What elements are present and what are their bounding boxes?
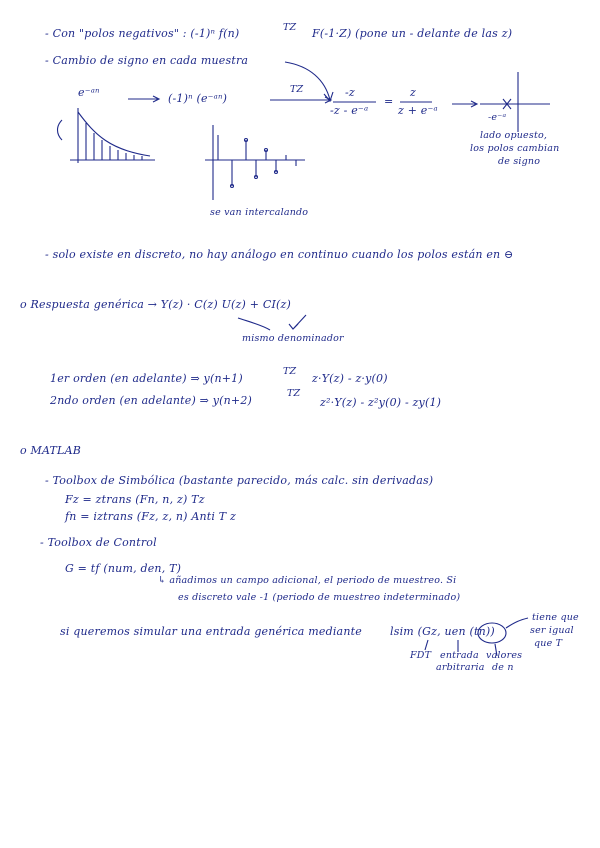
tf-note-1: ↳ añadimos un campo adicional, el periodo de muestreo. Si <box>158 575 457 586</box>
intercalando: se van intercalando <box>210 207 309 218</box>
note-tiene-3: que T <box>534 638 563 649</box>
eq-sign: = <box>384 95 394 108</box>
frac2-num: z <box>410 86 416 99</box>
simular-line: si queremos simular una entrada genérica mediante <box>60 625 362 638</box>
tf-note-2: es discreto vale -1 (periodo de muestreo indeterminado) <box>178 592 461 603</box>
toolbox-control: - Toolbox de Control <box>40 536 157 549</box>
frac1-den: -z - e⁻ᵃ <box>330 104 369 117</box>
tf-line: G = tf (num, den, T) <box>65 562 182 575</box>
tz-label-2: TZ <box>290 84 304 95</box>
line-polos-negativos: - Con "polos negativos" : (-1)ⁿ f(n) <box>45 27 240 40</box>
orden1-a: 1er orden (en adelante) ⇒ y(n+1) <box>50 372 243 385</box>
toolbox-simbolica: - Toolbox de Simbólica (bastante parecido, más calc. sin derivadas) <box>45 474 434 487</box>
expr-exp: e⁻ᵃⁿ <box>78 86 100 99</box>
note-tiene-1: tiene que <box>532 612 579 623</box>
exp-curve <box>78 112 150 156</box>
orden2-b: z²·Y(z) - z²y(0) - zy(1) <box>320 396 442 409</box>
orden1-tz: TZ <box>283 366 297 377</box>
matlab-heading: o MATLAB <box>20 444 81 457</box>
line-cambio-signo: - Cambio de signo en cada muestra <box>45 54 249 67</box>
ztrans-line: Fz = ztrans (Fn, n, z) Tz <box>65 493 205 506</box>
line-respuesta: o Respuesta genérica → Y(z) · C(z) U(z) + CI(z) <box>20 298 291 311</box>
line-polos-negativos-b: F(-1·Z) (pone un - delante de las z) <box>312 27 513 40</box>
orden1-b: z·Y(z) - z·y(0) <box>312 372 388 385</box>
tz-label-1: TZ <box>283 22 297 33</box>
expr-alt: (-1)ⁿ (e⁻ᵃⁿ) <box>168 92 228 105</box>
line-discreto: - solo existe en discreto, no hay análogo en continuo cuando los polos están en ⊖ <box>45 248 514 261</box>
label-valores: valores <box>486 650 523 661</box>
bracket <box>58 120 63 140</box>
frac1-num: -z <box>345 86 355 99</box>
label-de-n: de n <box>492 662 514 673</box>
note-right-2: los polos cambian <box>470 143 560 154</box>
label-fdt: FDT <box>410 650 432 661</box>
mismo-denominador: mismo denominador <box>242 333 344 344</box>
label-entrada: entrada <box>440 650 479 661</box>
lsim-call: lsim (Gz, uen (tn)) <box>390 625 495 638</box>
orden2-tz: TZ <box>287 388 301 399</box>
orden2-a: 2ndo orden (en adelante) ⇒ y(n+2) <box>50 394 253 407</box>
frac2-den: z + e⁻ᵃ <box>398 104 438 117</box>
note-right-3: de signo <box>498 156 541 167</box>
pole-label: -e⁻ᵃ <box>488 112 507 123</box>
iztrans-line: fn = iztrans (Fz, z, n) Anti T z <box>65 510 237 523</box>
note-right-1: lado opuesto, <box>480 130 548 141</box>
note-tiene-2: ser igual <box>530 625 574 636</box>
label-arbitraria: arbitraria <box>436 662 485 673</box>
